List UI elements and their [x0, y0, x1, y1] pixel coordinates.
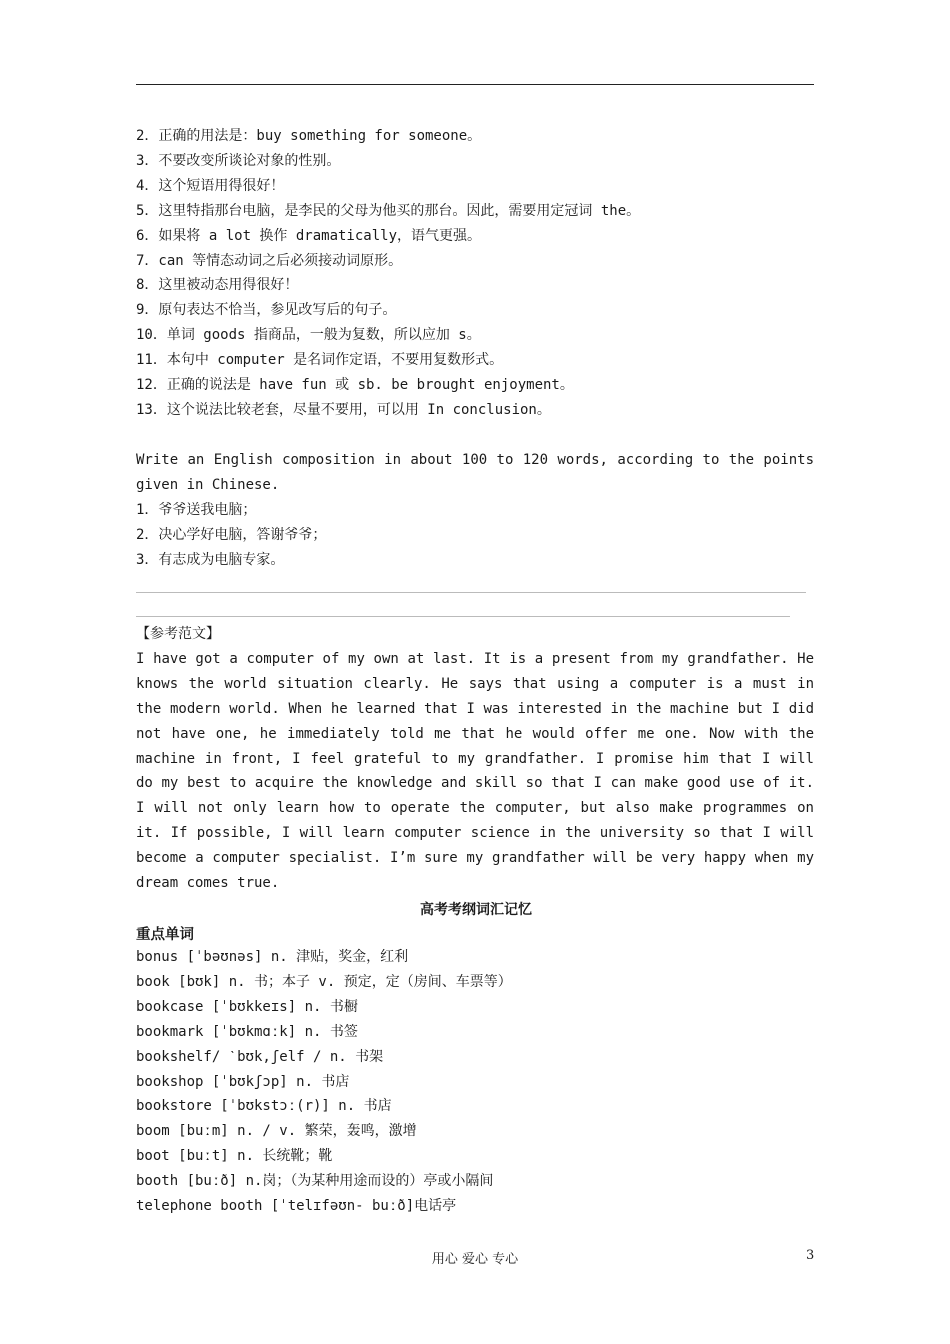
- vocab-list: [136, 945, 816, 1219]
- vocab-section-heading: 重点单词: [136, 927, 194, 943]
- vocab-item: boot [buːt] n. 长统靴；靴: [136, 1148, 333, 1165]
- writing-task: [136, 448, 816, 573]
- page-number: 3: [806, 1248, 815, 1263]
- note-item: 12．正确的说法是 have fun 或 sb. be brought enjoyment。: [136, 377, 574, 394]
- vocab-item: bonus [ˈbəʊnəs] n. 津贴，奖金，红利: [136, 949, 409, 965]
- vocab-item: book [bʊk] n. 书；本子 v. 预定，定（房间、车票等）: [136, 973, 512, 990]
- vocab-item: bookstore [ˈbʊkstɔː(r)] n. 书店: [136, 1098, 392, 1115]
- vocab-item: bookcase [ˈbʊkkeɪs] n. 书橱: [136, 998, 358, 1015]
- note-item: 8．这里被动态用得很好！: [136, 277, 299, 294]
- task-point: 2．决心学好电脑，答谢爷爷；: [136, 526, 327, 543]
- vocab-item: bookshelf/ ˋbʊk,ʃelf / n. 书架: [136, 1048, 384, 1065]
- vocab-item: telephone booth [ˈtelɪfəʊn- buːð]电话亭: [136, 1198, 457, 1215]
- sample-essay: [136, 622, 816, 896]
- note-item: 11．本句中 computer 是名词作定语，不要用复数形式。: [136, 352, 504, 369]
- vocab-item: boom [buːm] n. / v. 繁荣，轰鸣，激增: [136, 1123, 417, 1140]
- note-item: 3．不要改变所谈论对象的性别。: [136, 152, 341, 169]
- correction-notes: [136, 124, 816, 423]
- note-item: 6．如果将 a lot 换作 dramatically，语气更强。: [136, 227, 482, 244]
- vocab-item: bookshop [ˈbʊkʃɔp] n. 书店: [136, 1073, 350, 1090]
- task-point: 3．有志成为电脑专家。: [136, 551, 285, 568]
- sample-text: I have got a computer of my own at last. It is a present from my grandfather. He knows the world situation clearly. He says that using a computer is a must in the modern world. When he learned that I was interested in the machine but I did not have one, he immediately told me that he would offer me one. Now with the machine in front, I feel grateful to my grandfather. I promise him that I will do my best to acquire the knowledge and skill so that I can make good use of it. I will not only learn how to operate the computer, but also make programmes on it. If possible, I will learn computer science in the university so that I will become a computer specialist. I’m sure my grandfather will be very happy when my dream comes true.: [136, 650, 814, 892]
- note-item: 13．这个说法比较老套，尽量不要用，可以用 In conclusion。: [136, 401, 551, 418]
- vocab-item: booth [buːð] n.岗；（为某种用途而设的）亭或小隔间: [136, 1173, 494, 1190]
- answer-line: [136, 616, 790, 617]
- task-prompt: Write an English composition in about 100 to 120 words, according to the points given in Chinese.: [136, 452, 814, 493]
- vocab-item: bookmark [ˈbʊkmɑːk] n. 书签: [136, 1023, 358, 1040]
- footer-motto: 用心 爱心 专心: [431, 1252, 519, 1267]
- answer-line: [136, 592, 806, 593]
- header-rule: [136, 84, 814, 85]
- note-item: 9．原句表达不恰当，参见改写后的句子。: [136, 302, 397, 319]
- vocab-title: 高考考纲词汇记忆: [420, 902, 532, 918]
- note-item: 10．单词 goods 指商品，一般为复数，所以应加 s。: [136, 327, 481, 344]
- note-item: 5．这里特指那台电脑，是李民的父母为他买的那台。因此，需要用定冠词 the。: [136, 202, 641, 219]
- task-point: 1．爷爷送我电脑；: [136, 501, 257, 518]
- note-item: 4．这个短语用得很好！: [136, 177, 285, 194]
- note-item: 2．正确的用法是：buy something for someone。: [136, 128, 482, 144]
- note-item: 7．can 等情态动词之后必须接动词原形。: [136, 252, 403, 269]
- sample-heading: 【参考范文】: [136, 626, 220, 642]
